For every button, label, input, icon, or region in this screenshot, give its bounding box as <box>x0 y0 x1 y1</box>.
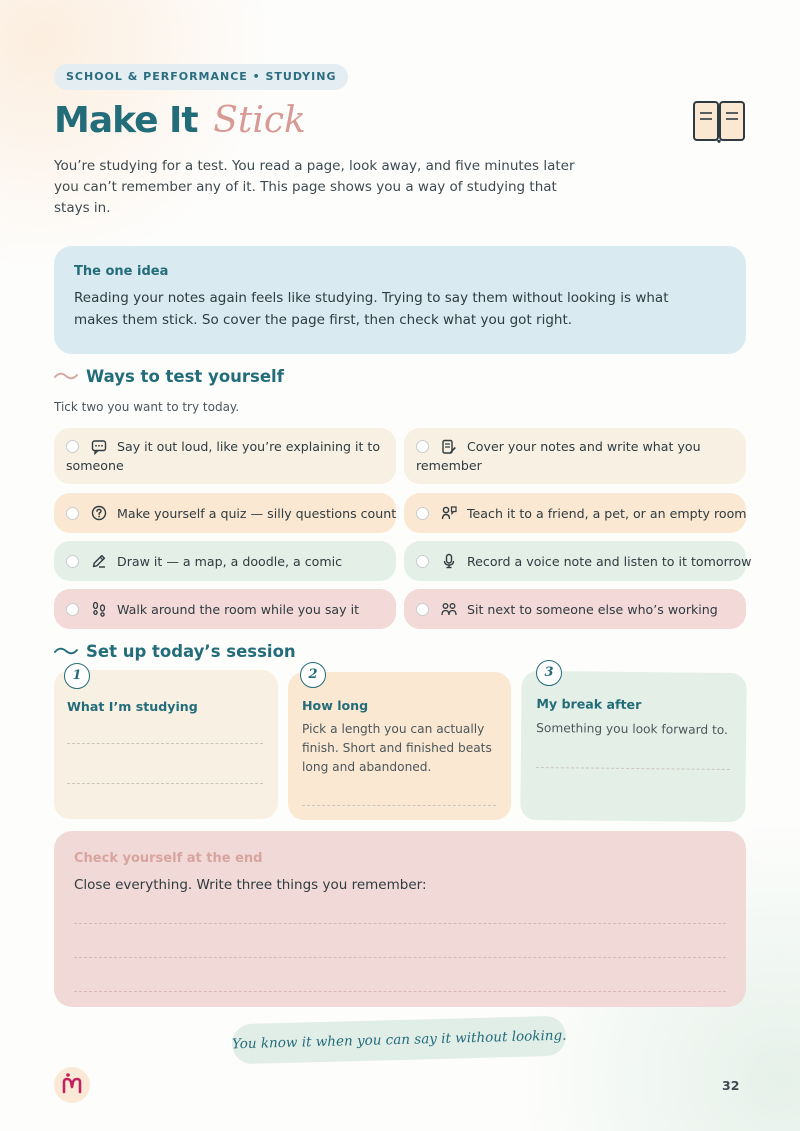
step-number-2: 2 <box>300 662 326 688</box>
intro-text: You’re studying for a test. You read a page, look away, and five minutes later you can’t remember any of it. This page shows you a way of studying that stays in. <box>54 158 575 216</box>
option-radio[interactable] <box>416 440 429 453</box>
option-radio[interactable] <box>416 603 429 616</box>
session-card-how-long <box>288 672 511 820</box>
write-line[interactable] <box>74 923 726 924</box>
card-title: How long <box>302 698 369 713</box>
write-line[interactable] <box>67 743 263 744</box>
option-radio[interactable] <box>66 440 79 453</box>
brand-logo-icon <box>54 1067 90 1103</box>
session-heading <box>54 639 296 663</box>
notes-pen-icon <box>441 439 457 455</box>
page-number: 32 <box>722 1078 740 1093</box>
option-radio[interactable] <box>416 507 429 520</box>
option-walk-around[interactable] <box>54 589 396 629</box>
one-idea-label: The one idea <box>74 264 169 279</box>
check-yourself-box <box>54 831 746 1007</box>
option-radio[interactable] <box>66 603 79 616</box>
option-draw-it[interactable] <box>54 541 396 581</box>
card-title: My break after <box>536 695 642 713</box>
title-accent: Stick <box>213 100 306 141</box>
step-number-1: 1 <box>64 663 90 689</box>
one-idea-text: Reading your notes again feels like studying. Trying to say them without looking is what makes them stick. So cover the page first, then check what you got right. <box>74 290 669 328</box>
footprints-icon <box>91 601 107 617</box>
card-title: What I’m studying <box>67 699 198 714</box>
option-sit-next[interactable] <box>404 589 746 629</box>
brand-logo-mark <box>54 1067 90 1103</box>
person-speaking-icon <box>441 505 457 521</box>
book-open-icon <box>692 98 746 146</box>
write-line[interactable] <box>67 783 263 784</box>
card-text: Pick a length you can actually finish. Short and finished beats long and abandoned. <box>302 722 492 774</box>
write-line[interactable] <box>302 805 496 806</box>
check-label: Check yourself at the end <box>74 851 263 866</box>
ways-hint: Tick two you want to try today. <box>54 400 240 414</box>
option-radio[interactable] <box>66 555 79 568</box>
speech-bubble-icon <box>91 439 107 455</box>
footer-quote: You know it when you can say it without looking. <box>232 1016 567 1065</box>
option-radio[interactable] <box>416 555 429 568</box>
option-label: Sit next to someone else who’s working <box>467 601 718 617</box>
option-teach-friend[interactable] <box>404 493 746 533</box>
option-label: Teach it to a friend, a pet, or an empty room <box>467 505 747 521</box>
option-label-continued: remember <box>416 458 482 473</box>
card-text: Something you look forward to. <box>536 720 729 737</box>
check-text: Close everything. Write three things you remember: <box>74 877 427 893</box>
option-voice-note[interactable] <box>404 541 752 581</box>
option-cover-notes[interactable] <box>404 428 746 484</box>
session-card-studying <box>54 670 278 819</box>
option-make-quiz[interactable] <box>54 493 396 533</box>
title-main: Make It <box>54 100 198 141</box>
option-say-out-loud[interactable] <box>54 428 396 484</box>
write-line[interactable] <box>536 767 730 770</box>
step-number-3: 3 <box>536 660 562 686</box>
page-title <box>54 100 306 150</box>
one-idea-box <box>54 246 746 354</box>
option-label: Cover your notes and write what you <box>467 439 701 454</box>
two-people-icon <box>441 601 457 617</box>
session-card-break <box>520 671 747 822</box>
option-label: Walk around the room while you say it <box>117 601 360 617</box>
session-heading-text: Set up today’s session <box>86 641 296 661</box>
question-circle-icon <box>91 505 107 521</box>
pencil-icon <box>91 553 107 569</box>
option-label: Say it out loud, like you’re explaining it to <box>117 439 381 454</box>
option-label-continued: someone <box>66 458 124 473</box>
write-line[interactable] <box>74 991 726 992</box>
category-chip: SCHOOL & PERFORMANCE • STUDYING <box>54 64 348 90</box>
microphone-icon <box>441 553 457 569</box>
write-line[interactable] <box>74 957 726 958</box>
wave-icon <box>54 645 78 657</box>
option-label: Make yourself a quiz — silly questions count <box>117 505 397 521</box>
option-radio[interactable] <box>66 507 79 520</box>
option-label: Draw it — a map, a doodle, a comic <box>117 553 343 569</box>
ways-heading-text: Ways to test yourself <box>86 366 284 386</box>
wave-icon <box>54 370 78 382</box>
ways-heading <box>54 364 284 388</box>
option-label: Record a voice note and listen to it tomorrow <box>467 553 752 569</box>
